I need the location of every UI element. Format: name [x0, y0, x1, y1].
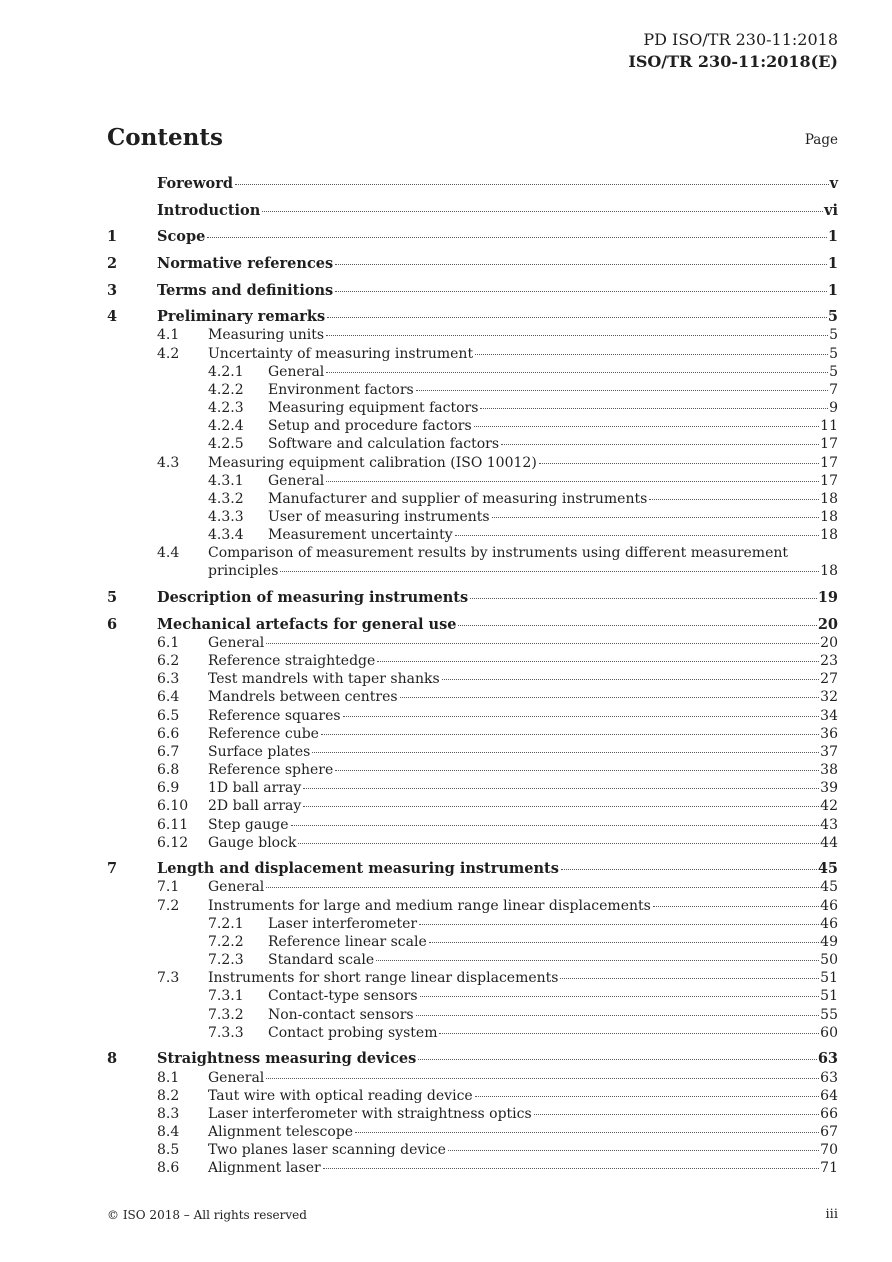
toc-entry[interactable]: [107, 761, 838, 779]
toc-entry-number: 4.2.3: [208, 400, 244, 417]
toc-leader-dots: [335, 290, 827, 292]
toc-entry[interactable]: [107, 670, 838, 688]
toc-leader-dots: [266, 642, 819, 644]
toc-entry-number: 4.2.4: [208, 418, 244, 435]
toc-leader-dots: [470, 597, 817, 599]
toc-entry[interactable]: [107, 1069, 838, 1087]
toc-entry-title: Reference cube: [208, 725, 319, 742]
toc-entry-page: 19: [817, 589, 838, 607]
toc-entry[interactable]: [107, 1006, 838, 1024]
toc-entry[interactable]: [107, 797, 838, 815]
toc-leader-dots: [419, 923, 819, 925]
toc-entry-page: 38: [820, 762, 838, 779]
toc-entry-title: 2D ball array: [208, 798, 302, 815]
toc-entry-number: 1: [107, 228, 118, 246]
toc-entry[interactable]: [107, 987, 838, 1005]
toc-entry-page: 42: [820, 798, 838, 815]
toc-entry[interactable]: [107, 508, 838, 526]
toc-entry[interactable]: [107, 228, 838, 246]
toc-entry[interactable]: [107, 202, 838, 220]
toc-entry-title: User of measuring instruments: [268, 509, 490, 525]
toc-entry-number: 7.3.2: [208, 1006, 244, 1023]
toc-entry[interactable]: [107, 652, 838, 670]
toc-entry-title: Reference squares: [208, 707, 341, 724]
toc-entry-title: Test mandrels with taper shanks: [208, 671, 440, 688]
toc-leader-dots: [266, 1077, 819, 1079]
toc-leader-dots: [262, 210, 823, 212]
toc-leader-dots: [291, 824, 820, 826]
toc-entry[interactable]: [107, 472, 838, 490]
toc-entry-page: 49: [820, 933, 838, 950]
toc-entry-number: 6.9: [157, 780, 180, 797]
toc-entry-number: 6.1: [157, 634, 180, 651]
toc-entry-title: Mandrels between centres: [208, 689, 398, 706]
toc-leader-dots: [501, 443, 819, 445]
toc-entry-page: 18: [820, 490, 838, 507]
toc-entry-title: Instruments for large and medium range linear displacements: [208, 897, 651, 914]
toc-entry-title: Measuring equipment factors: [268, 400, 479, 417]
toc-entry-title: Normative references: [157, 254, 334, 272]
toc-entry[interactable]: [107, 743, 838, 761]
toc-entry-title: General: [208, 879, 265, 896]
toc-entry[interactable]: [107, 1123, 838, 1141]
toc-entry-number: 2: [107, 254, 118, 272]
toc-entry-title: Step gauge: [208, 816, 289, 833]
toc-leader-dots: [235, 183, 829, 185]
toc-entry-number: 6.12: [157, 834, 189, 851]
toc-leader-dots: [377, 660, 819, 662]
toc-leader-dots: [418, 1058, 817, 1060]
toc-entry-title: Uncertainty of measuring instrument: [208, 345, 474, 362]
page-title: Contents: [107, 124, 223, 151]
page-column-label: Page: [804, 132, 838, 148]
toc-entry-page: 5: [829, 363, 838, 380]
toc-entry-page: 1: [827, 281, 838, 299]
toc-entry-number: 5: [107, 589, 118, 607]
toc-entry-title: Software and calculation factors: [268, 436, 500, 453]
toc-entry-page: 44: [820, 834, 838, 851]
toc-entry-page: 66: [820, 1105, 838, 1122]
toc-entry-page: 17: [820, 436, 838, 453]
footer-page-number: iii: [825, 1207, 838, 1222]
toc-leader-dots: [303, 787, 819, 789]
toc-entry-title: Introduction: [157, 201, 261, 219]
toc-entry-page: vi: [824, 201, 838, 219]
toc-leader-dots: [207, 236, 827, 238]
toc-entry-title: Reference sphere: [208, 762, 334, 779]
toc-entry-title: Laser interferometer: [268, 915, 418, 932]
toc-entry[interactable]: [107, 725, 838, 743]
toc-leader-dots: [321, 733, 819, 735]
toc-entry[interactable]: [107, 897, 838, 915]
toc-entry-title: Measuring units: [208, 327, 325, 344]
toc-entry[interactable]: [107, 969, 838, 987]
footer-copyright: © ISO 2018 – All rights reserved: [107, 1208, 307, 1222]
toc-entry-number: 7.2.3: [208, 952, 244, 969]
toc-entry-title: Contact probing system: [268, 1024, 438, 1041]
toc-entry-number: 4.3: [157, 454, 180, 471]
toc-entry-title: Standard scale: [268, 952, 375, 969]
toc-entry[interactable]: [107, 399, 838, 417]
toc-leader-dots: [326, 334, 828, 336]
toc-leader-dots: [416, 389, 828, 391]
toc-leader-dots: [323, 1167, 819, 1169]
toc-entry-page: 46: [820, 897, 838, 914]
toc-entry-page: 60: [820, 1024, 838, 1041]
toc-entry-title: 1D ball array: [208, 780, 302, 797]
toc-entry-title: General: [208, 634, 265, 651]
toc-leader-dots: [298, 842, 819, 844]
toc-entry[interactable]: [107, 589, 838, 607]
toc-entry-number: 8.5: [157, 1142, 180, 1159]
header-document-id-edition: ISO/TR 230-11:2018(E): [628, 52, 838, 71]
toc-entry-title: Reference linear scale: [268, 933, 427, 950]
toc-leader-dots: [475, 353, 828, 355]
toc-entry[interactable]: [107, 1141, 838, 1159]
toc-entry[interactable]: [107, 282, 838, 300]
toc-leader-dots: [266, 886, 819, 888]
toc-leader-dots: [400, 696, 820, 698]
toc-entry-number: 7.3.3: [208, 1024, 244, 1041]
toc-entry-number: 6.5: [157, 707, 180, 724]
toc-entry-page: 37: [820, 743, 838, 760]
toc-entry-title: Straightness measuring devices: [157, 1050, 417, 1068]
toc-entry-number: 7.2.2: [208, 933, 244, 950]
toc-entry-number: 8.2: [157, 1087, 180, 1104]
toc-entry-title-continued: principles: [208, 563, 279, 580]
toc-entry[interactable]: [107, 834, 838, 852]
toc-entry-page: 18: [820, 509, 838, 525]
toc-leader-dots: [475, 1095, 819, 1097]
toc-leader-dots: [327, 316, 827, 318]
toc-entry-number: 8.3: [157, 1105, 180, 1122]
toc-entry-number: 4.2: [157, 345, 180, 362]
toc-entry[interactable]: [107, 255, 838, 273]
toc-entry-title: Laser interferometer with straightness optics: [208, 1105, 532, 1122]
toc-entry-number: 6.11: [157, 816, 189, 833]
toc-entry-page: 70: [820, 1142, 838, 1159]
toc-entry[interactable]: [107, 915, 838, 933]
toc-entry-title: Environment factors: [268, 381, 414, 398]
toc-entry-number: 8.6: [157, 1160, 180, 1177]
toc-entry-number: 7.1: [157, 879, 180, 896]
toc-leader-dots: [439, 1032, 819, 1034]
toc-entry-title: Gauge block: [208, 834, 297, 851]
toc-entry-number: 4.2.5: [208, 436, 244, 453]
toc-entry[interactable]: [107, 454, 838, 472]
toc-entry-title: General: [208, 1069, 265, 1086]
toc-leader-dots: [343, 715, 820, 717]
toc-entry-number: 4: [107, 308, 118, 326]
toc-entry-number: 8: [107, 1050, 118, 1068]
toc-entry-title: Comparison of measurement results by instruments using different measurement: [208, 545, 789, 562]
toc-entry-page: 27: [820, 671, 838, 688]
toc-leader-dots: [474, 425, 820, 427]
toc-leader-dots: [539, 462, 819, 464]
toc-entry-title: Manufacturer and supplier of measuring instruments: [268, 490, 648, 507]
toc-entry[interactable]: [107, 308, 838, 326]
toc-entry-page: 18: [820, 527, 838, 544]
toc-entry[interactable]: [107, 1050, 838, 1068]
toc-entry-number: 6.3: [157, 671, 180, 688]
toc-entry-number: 8.4: [157, 1124, 180, 1140]
toc-entry-page: 32: [820, 689, 838, 706]
toc-entry[interactable]: [107, 951, 838, 969]
toc-entry[interactable]: [107, 616, 838, 634]
toc-entry-title: General: [268, 363, 325, 380]
toc-entry[interactable]: [107, 435, 838, 453]
toc-entry[interactable]: [107, 1159, 838, 1177]
toc-leader-dots: [561, 868, 817, 870]
toc-leader-dots: [649, 498, 819, 500]
toc-entry[interactable]: [107, 816, 838, 834]
toc-entry[interactable]: [107, 544, 838, 580]
toc-entry[interactable]: [107, 326, 838, 344]
toc-entry-number: 4.2.2: [208, 381, 244, 398]
toc-entry-number: 6: [107, 615, 118, 633]
toc-leader-dots: [455, 534, 820, 536]
toc-entry-page: 51: [820, 970, 838, 987]
toc-leader-dots: [429, 941, 819, 943]
toc-leader-dots: [653, 905, 819, 907]
toc-entry-title: Description of measuring instruments: [157, 589, 469, 607]
toc-leader-dots: [534, 1113, 819, 1115]
toc-entry[interactable]: [107, 526, 838, 544]
toc-leader-dots: [442, 678, 820, 680]
toc-entry-title: Measurement uncertainty: [268, 527, 453, 544]
toc-entry-title: Taut wire with optical reading device: [208, 1087, 473, 1104]
toc-entry-page: 39: [820, 780, 838, 797]
toc-entry-page: v: [829, 175, 838, 192]
toc-entry-number: 7.3.1: [208, 988, 244, 1005]
toc-entry-number: 8.1: [157, 1069, 180, 1086]
toc-entry[interactable]: [107, 1105, 838, 1123]
toc-entry[interactable]: [107, 417, 838, 435]
toc-leader-dots: [303, 805, 819, 807]
toc-entry-number: 3: [107, 281, 118, 299]
toc-entry-page: 36: [820, 725, 838, 742]
toc-leader-dots: [355, 1131, 819, 1133]
toc-leader-dots: [420, 995, 820, 997]
toc-entry-title: Reference straightedge: [208, 653, 376, 670]
toc-entry-page: 17: [820, 454, 838, 471]
toc-entry-title: Foreword: [157, 175, 233, 192]
toc-leader-dots: [280, 570, 819, 572]
toc-leader-dots: [480, 407, 828, 409]
toc-entry[interactable]: [107, 345, 838, 363]
toc-entry-page: 63: [820, 1069, 838, 1086]
toc-entry-page: 7: [829, 381, 838, 398]
toc-entry-title: Setup and procedure factors: [268, 418, 472, 435]
toc-leader-dots: [326, 480, 819, 482]
toc-entry-page: 5: [827, 308, 838, 326]
header-document-id: PD ISO/TR 230-11:2018: [643, 30, 838, 49]
toc-entry-number: 4.3.1: [208, 472, 244, 489]
toc-entry-page: 51: [820, 988, 838, 1005]
toc-entry-page: 34: [820, 707, 838, 724]
toc-entry-number: 6.4: [157, 689, 180, 706]
toc-entry[interactable]: [107, 381, 838, 399]
toc-entry-title: Contact-type sensors: [268, 988, 418, 1005]
toc-entry-page: 20: [820, 634, 838, 651]
toc-entry[interactable]: [107, 707, 838, 725]
toc-entry-title: Two planes laser scanning device: [208, 1142, 446, 1159]
toc-entry-number: 7: [107, 860, 118, 878]
toc-entry-number: 4.1: [157, 327, 180, 344]
toc-leader-dots: [458, 624, 816, 626]
toc-leader-dots: [448, 1149, 819, 1151]
toc-entry-number: 6.8: [157, 762, 180, 779]
toc-entry-number: 6.10: [157, 798, 189, 815]
toc-entry[interactable]: [107, 860, 838, 878]
toc-entry-page: 45: [817, 860, 838, 878]
toc-entry-number: 7.2: [157, 897, 180, 914]
toc-entry-title: Alignment telescope: [208, 1124, 354, 1140]
toc-entry-title: Scope: [157, 228, 206, 246]
toc-leader-dots: [492, 516, 820, 518]
toc-entry-number: 6.7: [157, 743, 180, 760]
toc-entry-title: Length and displacement measuring instruments: [157, 860, 559, 878]
toc-entry-title: Non-contact sensors: [268, 1006, 414, 1023]
toc-entry-title: Measuring equipment calibration (ISO 10012): [208, 454, 537, 471]
toc-entry-page: 50: [820, 952, 838, 969]
toc-leader-dots: [376, 959, 819, 961]
toc-entry-page: 18: [820, 563, 838, 580]
toc-entry[interactable]: [107, 878, 838, 896]
toc-entry-page: 9: [829, 400, 838, 417]
toc-entry-number: 7.3: [157, 970, 180, 987]
toc-entry[interactable]: [107, 1024, 838, 1042]
toc-entry[interactable]: [107, 779, 838, 797]
toc-entry-page: 45: [820, 879, 838, 896]
toc-entry-page: 43: [820, 816, 838, 833]
toc-entry-title: General: [268, 472, 325, 489]
toc-entry-number: 6.6: [157, 725, 180, 742]
toc-entry-page: 63: [817, 1050, 838, 1068]
toc-entry[interactable]: [107, 490, 838, 508]
toc-entry[interactable]: [107, 1087, 838, 1105]
toc-leader-dots: [335, 769, 819, 771]
toc-entry-page: 46: [820, 915, 838, 932]
toc-entry-page: 5: [829, 345, 838, 362]
toc-leader-dots: [326, 371, 828, 373]
toc-entry-page: 1: [827, 228, 838, 246]
toc-entry-number: 4.3.4: [208, 527, 244, 544]
toc-entry-number: 4.2.1: [208, 363, 244, 380]
toc-entry-page: 23: [820, 653, 838, 670]
toc-entry[interactable]: [107, 688, 838, 706]
toc-entry-number: 7.2.1: [208, 915, 244, 932]
toc-leader-dots: [416, 1014, 820, 1016]
toc-entry-page: 64: [820, 1087, 838, 1104]
table-of-contents: [107, 171, 838, 1177]
toc-entry-page: 5: [829, 327, 838, 344]
toc-entry-title: Instruments for short range linear displacements: [208, 970, 559, 987]
toc-entry-page: 11: [820, 418, 838, 435]
toc-entry-page: 20: [817, 615, 838, 633]
toc-entry-title: Alignment laser: [208, 1160, 321, 1177]
toc-entry-title: Surface plates: [208, 743, 311, 760]
toc-entry-number: 6.2: [157, 653, 180, 670]
toc-entry-number: 4.3.2: [208, 490, 244, 507]
toc-entry-title: Terms and definitions: [157, 281, 334, 299]
toc-entry-page: 1: [827, 254, 838, 272]
toc-leader-dots: [560, 977, 819, 979]
toc-leader-dots: [335, 263, 827, 265]
toc-entry-page: 17: [820, 472, 838, 489]
toc-entry-number: 4.4: [157, 545, 180, 562]
toc-entry[interactable]: [107, 933, 838, 951]
toc-entry[interactable]: [107, 175, 838, 193]
toc-entry[interactable]: [107, 363, 838, 381]
toc-entry-title: Preliminary remarks: [157, 308, 326, 326]
toc-entry[interactable]: [107, 634, 838, 652]
toc-entry-page: 55: [820, 1006, 838, 1023]
toc-entry-page: 67: [820, 1124, 838, 1140]
toc-entry-number: 4.3.3: [208, 509, 244, 525]
toc-entry-title: Mechanical artefacts for general use: [157, 615, 457, 633]
toc-entry-page: 71: [820, 1160, 838, 1177]
toc-leader-dots: [312, 751, 819, 753]
